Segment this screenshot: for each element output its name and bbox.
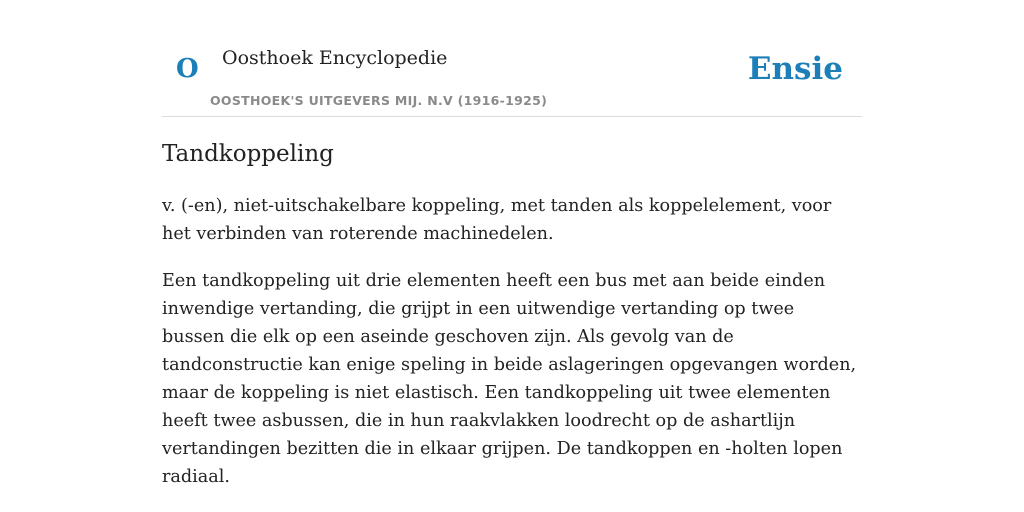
source-subtitle: OOSTHOEK'S UITGEVERS MIJ. N.V (1916-1925) bbox=[210, 93, 548, 108]
entry-paragraph: Een tandkoppeling uit drie elementen heeft een bus met aan beide einden inwendige vertanding, die grijpt in een uitwendige vertanding op twee bussen die elk op een aseinde geschoven zijn. Als gevolg van de tandconstructie kan enige speling in beide aslageringen opgevangen worden, maar de koppeling is niet elastisch. Een tandkoppeling uit twee elementen heeft twee asbussen, die in hun raakvlakken loodrecht op de ashartlijn vertandingen bezitten die in elkaar grijpen. De tandkoppen en -holten lopen radiaal. bbox=[162, 271, 857, 487]
source-header bbox=[162, 0, 862, 117]
source-logo[interactable]: O bbox=[176, 54, 199, 84]
brand-logo-link[interactable]: Ensie bbox=[747, 51, 843, 87]
entry-paragraph: v. (-en), niet-uitschakelbare koppeling, met tanden als koppelelement, voor het verbinden van roterende machinedelen. bbox=[162, 196, 832, 244]
entry-title: Tandkoppeling bbox=[162, 141, 334, 167]
main-content bbox=[162, 0, 862, 487]
source-title-link[interactable]: Oosthoek Encyclopedie bbox=[222, 47, 448, 69]
